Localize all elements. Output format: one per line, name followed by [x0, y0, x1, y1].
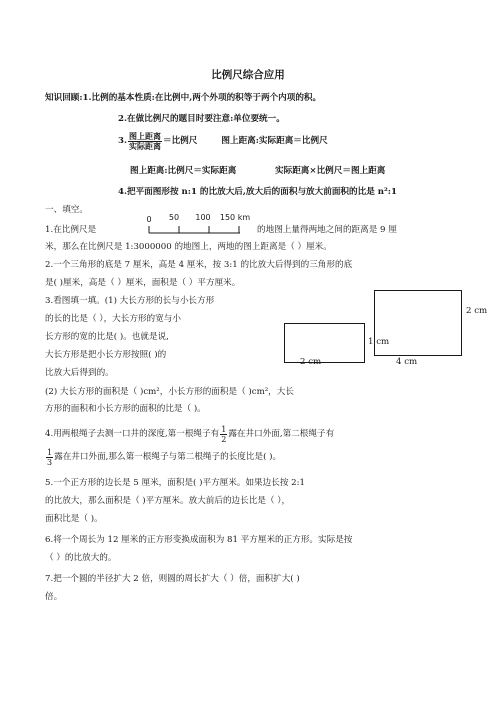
q2-line-1: 2.一个三角形的底是 7 厘米，高是 4 厘米，按 3:1 的比放大后得到的三角形的底: [45, 260, 353, 270]
q4-text-a: 4.用两根绳子去测一口井的深度,第一根绳子有: [45, 429, 220, 439]
fraction-numerator: 图上距离: [128, 131, 161, 141]
small-rect-width-label: 2 cm: [300, 357, 322, 367]
q4-text-b: 露在井口外面,第二根绳子有: [228, 429, 335, 439]
q7-line-1: 7.把一个圆的半径扩大 2 倍，则圆的周长扩大（ ）倍，面积扩大( ): [45, 574, 300, 584]
small-rectangle: [284, 323, 365, 363]
q6-line-2: （ ）的比放大的。: [45, 553, 117, 563]
review-line-3-actual: 图上距离:比例尺＝实际距离: [130, 166, 237, 176]
scale-label-50: 50: [168, 213, 180, 222]
q4-fraction-half: [220, 425, 227, 444]
review-line-3-map: 实际距离×比例尺＝图上距离: [275, 166, 386, 176]
review-line-3-number: 3.: [118, 136, 127, 146]
review-line-2: 2.在做比例尺的题目时要注意:单位要统一。: [118, 114, 285, 124]
q3-line-3: 长方形的宽的比是( )。也就是说,: [45, 332, 169, 342]
page-title: 比例尺综合应用: [211, 69, 285, 81]
scale-label-100: 100: [195, 213, 211, 222]
q3-line-1: 3.看图填一填。(1) 大长方形的长与小长方形: [45, 296, 215, 306]
q3-line-5: 比放大后得到的。: [45, 368, 114, 378]
q4-line-1: [45, 425, 334, 444]
scale-formula-fraction: [128, 132, 162, 151]
review-line-3-ratio: 图上距离:实际距离＝比例尺: [221, 136, 328, 146]
big-rect-height-label: 2 cm: [466, 306, 488, 316]
fraction-denominator: 3: [47, 458, 53, 467]
q4-line-2: [45, 448, 281, 467]
review-line-3: [118, 132, 328, 151]
q5-line-2: 的比放大，那么面积是（ )平方厘米。放大前后的边长比是（ ），: [45, 496, 291, 506]
q2-line-2: 是( )厘米，高是（ ）厘米，面积是（ ）平方厘米。: [45, 278, 241, 288]
q3-line-7: 方形的面积和小长方形的面积的比是（ )。: [45, 404, 206, 414]
section-fill-blank: 一、填空。: [45, 205, 88, 215]
small-rect-height-label: 1 cm: [368, 337, 390, 347]
big-rectangle: [374, 290, 462, 356]
review-line-1: 知识回顾:1.比例的基本性质:在比例中,两个外项的积等于两个内项的积。: [45, 93, 322, 103]
review-line-4: 4.把平面图形按 n:1 的比放大后,放大后的面积与放大前面积的比是 n²:1: [118, 187, 397, 197]
fraction-denominator: 实际距离: [128, 141, 161, 151]
q1-line-2: 米，那么在比例尺是 1:3000000 的地图上，两地的图上距离是（ ）厘米。: [45, 242, 332, 252]
q5-line-3: 面积比是（ )。: [45, 514, 103, 524]
q5-line-1: 5.一个正方形的边长是 5 厘米，面积是( )平方厘米。如果边长按 2:1: [45, 478, 305, 488]
q6-line-1: 6.将一个周长为 12 厘米的正方形变换成面积为 81 平方厘米的正方形。实际是按: [45, 535, 353, 545]
q1-text-a: 1.在比例尺是: [45, 225, 97, 235]
q7-line-2: 倍。: [45, 592, 63, 602]
fraction-denominator: 2: [221, 435, 227, 444]
q1-text-b: 的地图上量得两地之间的距离是 9 厘: [257, 225, 397, 235]
q4-text-c: 露在井口外面,那么第一根绳子与第二根绳子的长度比是( )。: [54, 452, 282, 462]
q3-line-4: 大长方形是把小长方形按照( )的: [45, 350, 167, 360]
scale-label-150: 150 km: [219, 213, 251, 222]
big-rect-width-label: 4 cm: [396, 357, 418, 367]
q3-line-2: 的长的比是（ ），大长方形的宽与小: [45, 314, 181, 324]
review-line-3-result: ＝比例尺: [162, 136, 198, 146]
scale-label-0: 0: [146, 215, 152, 224]
fraction-numerator: 1: [221, 425, 227, 434]
q3-line-6: (2) 大长方形的面积是（ )cm²，小长方形的面积是（ )cm²，大长: [45, 387, 294, 397]
fraction-numerator: 1: [47, 448, 53, 457]
q4-fraction-third: [46, 448, 53, 467]
